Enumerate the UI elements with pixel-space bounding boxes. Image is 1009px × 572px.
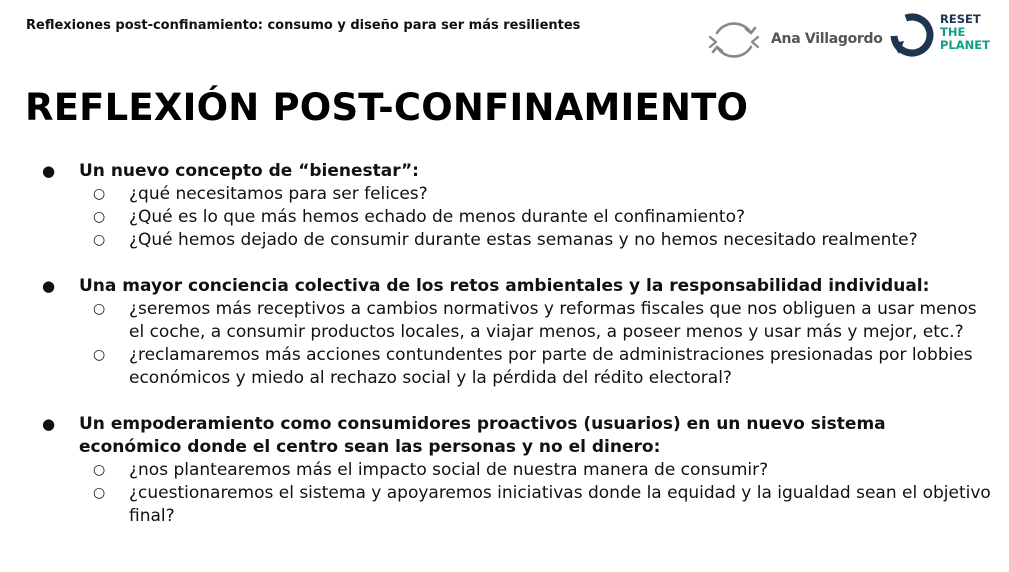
- bullet-heading: Un nuevo concepto de “bienestar”:: [79, 161, 419, 181]
- sub-bullet-text: ¿seremos más receptivos a cambios normativos y reformas fiscales que nos obliguen a usar menos el coche, a consumir productos locales, a viajar menos, a poseer menos y usar más y mejor, etc.?: [129, 299, 977, 342]
- sub-bullet-item: [79, 482, 993, 528]
- sub-bullet-circle: ○: [93, 485, 106, 501]
- sub-bullet-circle: ○: [93, 232, 106, 248]
- sub-bullet-text: ¿Qué hemos dejado de consumir durante estas semanas y no hemos necesitado realmente?: [129, 230, 918, 250]
- circular-arrows-icon: [707, 16, 761, 64]
- sub-bullet-text: ¿qué necesitamos para ser felices?: [129, 184, 428, 204]
- refresh-circle-icon: [888, 10, 936, 60]
- bullet-heading: Un empoderamiento como consumidores proactivos (usuarios) en un nuevo sistema económico donde el centro sean las personas y no el dinero:: [79, 414, 886, 457]
- bullet-item: [38, 413, 993, 528]
- bullet-item: [38, 275, 993, 390]
- bullet-dot: ●: [42, 162, 56, 180]
- sub-bullet-circle: ○: [93, 301, 106, 317]
- bullet-dot: ●: [42, 415, 56, 433]
- sub-bullet-text: ¿cuestionaremos el sistema y apoyaremos iniciativas donde la equidad y la igualdad sean el objetivo final?: [129, 483, 991, 526]
- ana-villagordo-wordmark: Ana Villagordo: [771, 31, 883, 47]
- sub-bullet-text: ¿Qué es lo que más hemos echado de menos durante el confinamiento?: [129, 207, 746, 227]
- sub-bullet-circle: ○: [93, 186, 106, 202]
- sub-bullet-item: [79, 344, 993, 390]
- sub-bullet-item: [79, 229, 993, 252]
- sub-bullet-list: [79, 183, 993, 252]
- bullet-content: [38, 160, 993, 528]
- sub-bullet-list: [79, 459, 993, 528]
- sub-bullet-text: ¿nos plantearemos más el impacto social de nuestra manera de consumir?: [129, 460, 769, 480]
- sub-bullet-item: [79, 459, 993, 482]
- bullet-item: [38, 160, 993, 252]
- sub-bullet-circle: ○: [93, 462, 106, 478]
- bullet-dot: ●: [42, 277, 56, 295]
- sub-bullet-item: [79, 298, 993, 344]
- bullet-list: [38, 160, 993, 528]
- sub-bullet-list: [79, 298, 993, 390]
- bullet-heading: Una mayor conciencia colectiva de los retos ambientales y la responsabilidad individual:: [79, 276, 930, 296]
- header-title: Reflexiones post-confinamiento: consumo y diseño para ser más resilientes: [26, 18, 581, 33]
- planet-word: PLANET: [940, 38, 990, 52]
- reset-word: RESET: [940, 12, 981, 26]
- sub-bullet-item: [79, 206, 993, 229]
- reset-the-planet-logo: [888, 10, 1003, 62]
- page-title: REFLEXIÓN POST-CONFINAMIENTO: [25, 86, 749, 129]
- sub-bullet-text: ¿reclamaremos más acciones contundentes por parte de administraciones presionadas por lobbies económicos y miedo al rechazo social y la pérdida del rédito electoral?: [129, 345, 973, 388]
- sub-bullet-circle: ○: [93, 209, 106, 225]
- sub-bullet-item: [79, 183, 993, 206]
- sub-bullet-circle: ○: [93, 347, 106, 363]
- ana-villagordo-logo: [707, 16, 883, 64]
- the-word: THE: [940, 25, 966, 39]
- reset-the-planet-wordmark: [940, 13, 990, 52]
